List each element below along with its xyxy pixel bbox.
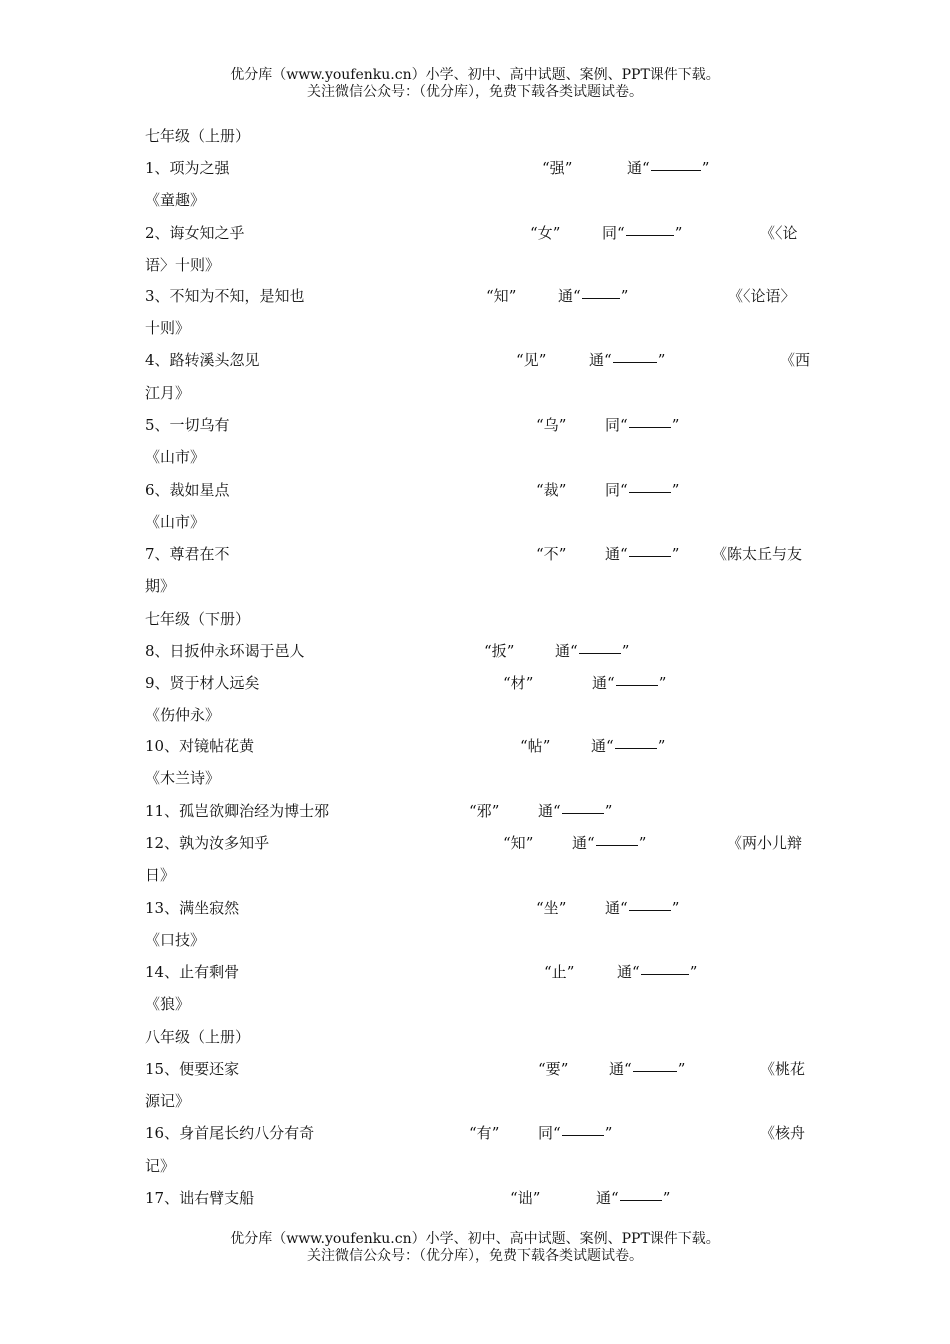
text-line [0, 1154, 950, 1178]
text-line [0, 863, 950, 887]
relation-word: 通 [591, 737, 607, 755]
relation-answer [538, 1121, 612, 1145]
source-title: 《山市》 [145, 513, 206, 531]
section-heading: 八年级（上册） [145, 1028, 251, 1046]
page-header [0, 67, 950, 101]
header-line-1: 优分库（www.youfenku.cn）小学、初中、高中试题、案例、PPT课件下载。 [230, 67, 720, 83]
quote-close: ” [604, 802, 613, 820]
text-line [0, 124, 950, 148]
quote-close: ” [662, 1189, 671, 1207]
target-char [469, 1121, 499, 1145]
char: 诎 [517, 1189, 533, 1207]
text-line [0, 960, 950, 984]
answer-blank[interactable] [582, 284, 620, 299]
text-line [0, 574, 950, 598]
target-char [536, 413, 566, 437]
phrase: 6、裁如星点 [145, 481, 230, 499]
source-title: 《〈论语〉 [728, 287, 796, 305]
quote-close: ” [674, 224, 683, 242]
phrase: 12、孰为汝多知乎 [145, 834, 270, 852]
target-char [530, 221, 560, 245]
answer-blank[interactable] [615, 734, 657, 749]
char: 要 [545, 1060, 561, 1078]
quote-open: “ [538, 1060, 546, 1078]
text-line [0, 703, 950, 727]
text-line [0, 316, 950, 340]
quote-close: ” [525, 834, 534, 852]
quote-close: ” [657, 351, 666, 369]
quote-open: “ [469, 1124, 477, 1142]
source-title: 《陈太丘与友 [712, 545, 803, 563]
quote-close: ” [564, 159, 573, 177]
relation-word: 通 [617, 963, 633, 981]
text-line [0, 639, 950, 663]
char: 见 [523, 351, 539, 369]
relation-word: 通 [596, 1189, 612, 1207]
text-line [0, 896, 950, 920]
source-title: 《西 [780, 351, 811, 369]
target-char [484, 639, 514, 663]
answer-blank[interactable] [613, 348, 657, 363]
phrase: 9、贤于材人远矣 [145, 674, 260, 692]
source-title: 《童趣》 [145, 191, 206, 209]
quote-open: “ [484, 642, 492, 660]
target-char [536, 478, 566, 502]
quote-close: ” [620, 287, 629, 305]
phrase: 17、诎右臂支船 [145, 1189, 255, 1207]
phrase: 2、诲女知之乎 [145, 224, 245, 242]
section-heading: 七年级（上册） [145, 127, 251, 145]
text-line [0, 253, 950, 277]
quote-open: “ [503, 674, 511, 692]
quote-close: ” [671, 481, 680, 499]
answer-blank[interactable] [562, 1121, 604, 1136]
answer-blank[interactable] [579, 639, 621, 654]
text-line [0, 478, 950, 502]
quote-close: ” [538, 351, 547, 369]
source-title: 日》 [145, 866, 176, 884]
quote-open: “ [536, 545, 544, 563]
relation-answer [555, 639, 629, 663]
quote-open: “ [510, 1189, 518, 1207]
text-line [0, 766, 950, 790]
relation-word: 同 [605, 416, 621, 434]
source-title: 《核舟 [760, 1124, 806, 1142]
phrase: 3、不知为不知，是知也 [145, 287, 305, 305]
quote-close: ” [657, 737, 666, 755]
text-line [0, 188, 950, 212]
char: 知 [510, 834, 526, 852]
quote-close: ” [658, 674, 667, 692]
target-char [503, 671, 533, 695]
char: 坐 [543, 899, 559, 917]
text-line [0, 445, 950, 469]
relation-word: 通 [589, 351, 605, 369]
quote-open: “ [617, 224, 625, 242]
phrase: 1、项为之强 [145, 159, 230, 177]
text-line [0, 413, 950, 437]
char: 材 [510, 674, 526, 692]
text-line [0, 671, 950, 695]
quote-close: ” [558, 545, 567, 563]
char: 乌 [543, 416, 559, 434]
target-char [516, 348, 546, 372]
char: 有 [476, 1124, 492, 1142]
target-char [542, 156, 572, 180]
source-title: 《狼》 [145, 995, 191, 1013]
quote-open: “ [530, 224, 538, 242]
text-line [0, 1057, 950, 1081]
quote-close: ” [491, 1124, 500, 1142]
text-line [0, 284, 950, 308]
relation-answer [602, 221, 682, 245]
char: 强 [549, 159, 565, 177]
answer-blank[interactable] [616, 671, 658, 686]
quote-close: ” [689, 963, 698, 981]
quote-close: ” [558, 481, 567, 499]
quote-open: “ [620, 545, 628, 563]
phrase: 7、尊君在不 [145, 545, 230, 563]
quote-open: “ [607, 674, 615, 692]
answer-blank[interactable] [626, 221, 674, 236]
relation-word: 通 [605, 899, 621, 917]
quote-open: “ [573, 287, 581, 305]
text-line [0, 734, 950, 758]
text-line [0, 1121, 950, 1145]
quote-open: “ [620, 416, 628, 434]
answer-blank[interactable] [562, 799, 604, 814]
relation-word: 同 [538, 1124, 554, 1142]
quote-close: ” [532, 1189, 541, 1207]
quote-close: ” [671, 545, 680, 563]
quote-close: ” [566, 963, 575, 981]
phrase: 10、对镜帖花黄 [145, 737, 255, 755]
char: 止 [551, 963, 567, 981]
quote-open: “ [536, 481, 544, 499]
quote-close: ” [491, 802, 500, 820]
quote-open: “ [469, 802, 477, 820]
quote-open: “ [536, 416, 544, 434]
header-line-2: 关注微信公众号：（优分库），免费下载各类试题试卷。 [307, 84, 643, 100]
source-title: 《口技》 [145, 931, 206, 949]
text-line [0, 799, 950, 823]
quote-close: ” [604, 1124, 613, 1142]
source-title: 十则》 [145, 319, 191, 337]
target-char [520, 734, 550, 758]
relation-answer [589, 348, 665, 372]
answer-blank[interactable] [596, 831, 638, 846]
text-line [0, 831, 950, 855]
phrase: 4、路转溪头忽见 [145, 351, 260, 369]
relation-answer [591, 734, 665, 758]
target-char [536, 542, 566, 566]
answer-blank[interactable] [629, 413, 671, 428]
source-title: 记》 [145, 1157, 176, 1175]
phrase: 16、身首尾长约八分有奇 [145, 1124, 315, 1142]
quote-close: ” [560, 1060, 569, 1078]
relation-answer [605, 896, 679, 920]
target-char [510, 1186, 540, 1210]
text-line [0, 992, 950, 1016]
quote-close: ” [558, 416, 567, 434]
phrase: 5、一切乌有 [145, 416, 230, 434]
answer-blank[interactable] [629, 542, 671, 557]
quote-open: “ [606, 737, 614, 755]
text-line [0, 928, 950, 952]
relation-word: 同 [602, 224, 618, 242]
quote-close: ” [677, 1060, 686, 1078]
answer-blank[interactable] [620, 1186, 662, 1201]
quote-open: “ [553, 802, 561, 820]
target-char [538, 1057, 568, 1081]
phrase: 15、便要还家 [145, 1060, 240, 1078]
quote-close: ” [558, 899, 567, 917]
char: 扳 [491, 642, 507, 660]
text-line [0, 156, 950, 180]
quote-open: “ [544, 963, 552, 981]
source-title: 《山市》 [145, 448, 206, 466]
quote-open: “ [520, 737, 528, 755]
target-char [544, 960, 574, 984]
phrase: 13、满坐寂然 [145, 899, 240, 917]
quote-open: “ [632, 963, 640, 981]
quote-open: “ [486, 287, 494, 305]
source-title: 《桃花 [760, 1060, 806, 1078]
text-line [0, 510, 950, 534]
relation-word: 通 [592, 674, 608, 692]
source-title: 《两小儿辩 [727, 834, 803, 852]
section-heading: 七年级（下册） [145, 610, 251, 628]
char: 邪 [476, 802, 492, 820]
target-char [469, 799, 499, 823]
relation-word: 同 [605, 481, 621, 499]
relation-word: 通 [555, 642, 571, 660]
relation-answer [605, 542, 679, 566]
text-line [0, 542, 950, 566]
quote-close: ” [552, 224, 561, 242]
relation-answer [572, 831, 646, 855]
source-title: 源记》 [145, 1092, 191, 1110]
page-footer [0, 1231, 950, 1265]
text-line [0, 1186, 950, 1210]
relation-answer [592, 671, 666, 695]
answer-blank[interactable] [651, 156, 701, 171]
phrase: 8、日扳仲永环谒于邑人 [145, 642, 305, 660]
text-line [0, 221, 950, 245]
char: 女 [537, 224, 553, 242]
quote-open: “ [516, 351, 524, 369]
target-char [536, 896, 566, 920]
text-line [0, 348, 950, 372]
quote-open: “ [587, 834, 595, 852]
footer-line-1: 优分库（www.youfenku.cn）小学、初中、高中试题、案例、PPT课件下载。 [230, 1231, 720, 1247]
quote-close: ” [671, 899, 680, 917]
text-line [0, 1089, 950, 1113]
source-title: 《伤仲永》 [145, 706, 221, 724]
quote-close: ” [525, 674, 534, 692]
quote-close: ” [638, 834, 647, 852]
source-title: 语〉十则》 [145, 256, 221, 274]
footer-line-2: 关注微信公众号：（优分库），免费下载各类试题试卷。 [307, 1248, 643, 1264]
quote-open: “ [624, 1060, 632, 1078]
phrase: 11、孤岂欲卿治经为博士邪 [145, 802, 330, 820]
answer-blank[interactable] [641, 960, 689, 975]
text-line [0, 1025, 950, 1049]
relation-answer [538, 799, 612, 823]
text-line [0, 607, 950, 631]
char: 知 [493, 287, 509, 305]
relation-answer [617, 960, 697, 984]
source-title: 《木兰诗》 [145, 769, 221, 787]
quote-close: ” [506, 642, 515, 660]
target-char [486, 284, 516, 308]
quote-open: “ [642, 159, 650, 177]
quote-open: “ [620, 899, 628, 917]
quote-close: ” [542, 737, 551, 755]
answer-blank[interactable] [629, 478, 671, 493]
text-line [0, 381, 950, 405]
relation-answer [609, 1057, 685, 1081]
quote-close: ” [508, 287, 517, 305]
quote-open: “ [542, 159, 550, 177]
char: 帖 [527, 737, 543, 755]
quote-close: ” [621, 642, 630, 660]
quote-open: “ [604, 351, 612, 369]
quote-close: ” [671, 416, 680, 434]
relation-answer [605, 478, 679, 502]
source-title: 期》 [145, 577, 176, 595]
quote-open: “ [553, 1124, 561, 1142]
relation-word: 通 [609, 1060, 625, 1078]
relation-answer [627, 156, 709, 180]
target-char [503, 831, 533, 855]
quote-open: “ [570, 642, 578, 660]
answer-blank[interactable] [629, 896, 671, 911]
quote-open: “ [503, 834, 511, 852]
relation-word: 通 [627, 159, 643, 177]
relation-word: 通 [572, 834, 588, 852]
relation-answer [605, 413, 679, 437]
relation-answer [596, 1186, 670, 1210]
relation-answer [558, 284, 628, 308]
quote-close: ” [701, 159, 710, 177]
source-title: 江月》 [145, 384, 191, 402]
char: 裁 [543, 481, 559, 499]
quote-open: “ [536, 899, 544, 917]
relation-word: 通 [538, 802, 554, 820]
relation-word: 通 [605, 545, 621, 563]
relation-word: 通 [558, 287, 574, 305]
answer-blank[interactable] [633, 1057, 677, 1072]
quote-open: “ [620, 481, 628, 499]
phrase: 14、止有剩骨 [145, 963, 240, 981]
source-title: 《〈论 [760, 224, 798, 242]
char: 不 [543, 545, 559, 563]
quote-open: “ [611, 1189, 619, 1207]
